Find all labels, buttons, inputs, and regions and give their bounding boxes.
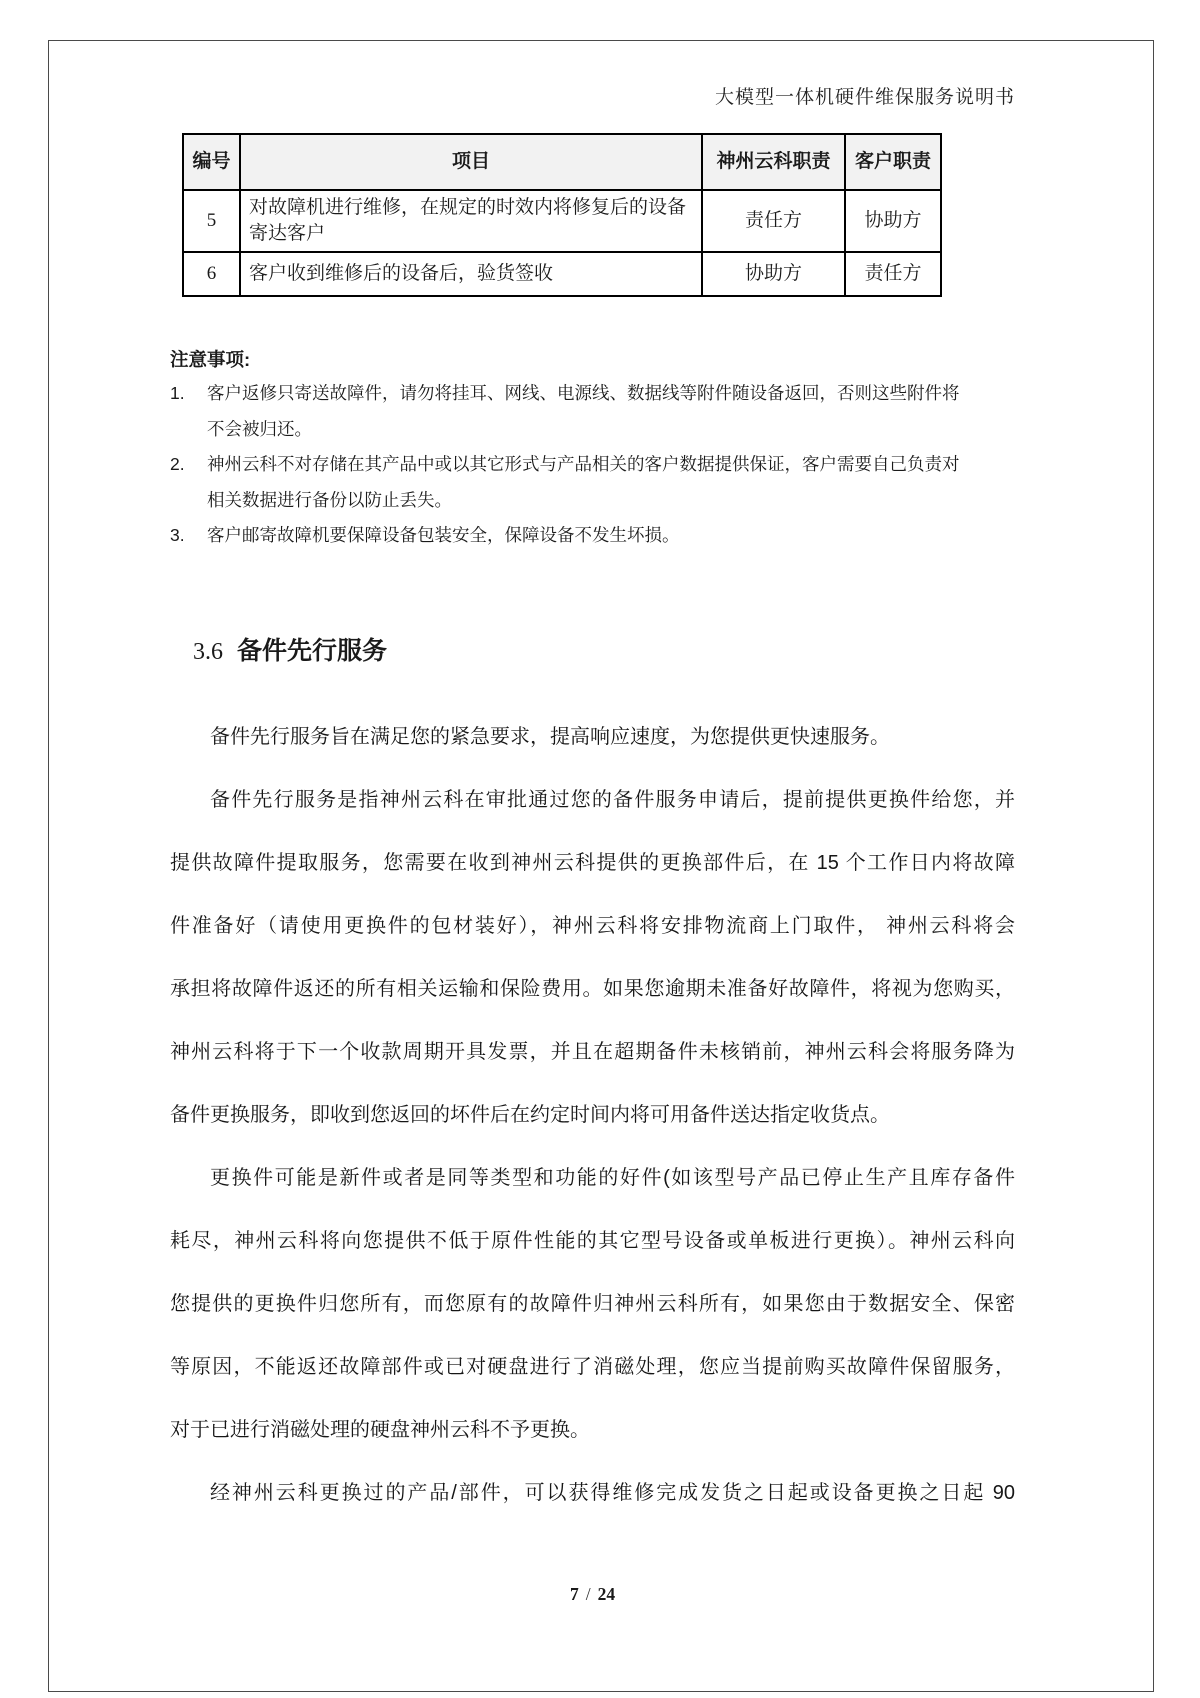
responsibility-table: [182, 133, 942, 297]
section-title: 备件先行服务: [237, 637, 388, 665]
row-yunke-role: 责任方: [702, 190, 845, 252]
paragraph-line: 您提供的更换件归您所有，而您原有的故障件归神州云科所有，如果您由于数据安全、保密: [170, 1293, 1015, 1315]
note-number: 2.: [170, 454, 185, 474]
header-title: 大模型一体机硬件维保服务说明书: [714, 87, 1015, 108]
paragraph-line: 承担将故障件返还的所有相关运输和保险费用。如果您逾期未准备好故障件，将视为您购买，: [170, 978, 1015, 1000]
section-heading: [193, 631, 387, 667]
row-yunke-role: 协助方: [702, 252, 845, 296]
notes-list: [170, 376, 982, 554]
body-text: [170, 706, 1015, 1525]
table-row: [183, 252, 941, 296]
note-item: [170, 518, 982, 554]
table-header-yunke: 神州云科职责: [702, 134, 845, 190]
footer-total-pages: 24: [597, 1584, 616, 1604]
table-header-customer: 客户职责: [845, 134, 941, 190]
note-line: 神州云科不对存储在其产品中或以其它形式与产品相关的客户数据提供保证，客户需要自己负责对: [207, 454, 960, 474]
paragraph-line: 神州云科将于下一个收款周期开具发票，并且在超期备件未核销前，神州云科会将服务降为: [170, 1041, 1015, 1063]
table-row: [183, 190, 941, 252]
paragraph-line: 提供故障件提取服务，您需要在收到神州云科提供的更换部件后，在 15 个工作日内将故障: [170, 852, 1015, 874]
note-number: 1.: [170, 383, 185, 403]
paragraph-line: 经神州云科更换过的产品/部件，可以获得维修完成发货之日起或设备更换之日起 90: [210, 1482, 1015, 1504]
paragraph-line: 对于已进行消磁处理的硬盘神州云科不予更换。: [170, 1419, 590, 1441]
note-item: [170, 376, 982, 447]
note-line: 不会被归还。: [207, 418, 312, 439]
paragraph-line: 耗尽，神州云科将向您提供不低于原件性能的其它型号设备或单板进行更换）。神州云科向: [170, 1230, 1015, 1252]
row-item: 对故障机进行维修，在规定的时效内将修复后的设备寄达客户: [240, 190, 702, 252]
section-number: 3.6: [193, 639, 223, 665]
note-line: 客户邮寄故障机要保障设备包装安全，保障设备不发生坏损。: [207, 525, 680, 545]
paragraph-line: 等原因，不能返还故障部件或已对硬盘进行了消磁处理，您应当提前购买故障件保留服务，: [170, 1356, 1015, 1378]
note-number: 3.: [170, 525, 185, 545]
row-item: 客户收到维修后的设备后，验货签收: [240, 252, 702, 296]
table-header-item: 项目: [240, 134, 702, 190]
paragraph-line: 备件更换服务，即收到您返回的坏件后在约定时间内将可用备件送达指定收货点。: [170, 1104, 890, 1126]
row-number: 5: [183, 190, 240, 252]
page-footer: [170, 1584, 1015, 1605]
paragraph-line: 备件先行服务是指神州云科在审批通过您的备件服务申请后，提前提供更换件给您，并: [210, 789, 1015, 811]
note-item: [170, 447, 982, 518]
paragraph-line: 更换件可能是新件或者是同等类型和功能的好件(如该型号产品已停止生产且库存备件: [210, 1167, 1015, 1189]
row-customer-role: 协助方: [845, 190, 941, 252]
paragraph-line: 件准备好（请使用更换件的包材装好），神州云科将安排物流商上门取件， 神州云科将会: [170, 915, 1015, 937]
note-line: 相关数据进行备份以防止丢失。: [207, 489, 452, 510]
footer-current-page: 7: [569, 1584, 579, 1604]
footer-separator: /: [585, 1584, 591, 1604]
table-header-row: [183, 134, 941, 190]
row-customer-role: 责任方: [845, 252, 941, 296]
table-header-no: 编号: [183, 134, 240, 190]
paragraph-line: 备件先行服务旨在满足您的紧急要求，提高响应速度，为您提供更快速服务。: [210, 726, 890, 748]
row-number: 6: [183, 252, 240, 296]
notes-title: 注意事项:: [170, 349, 251, 370]
note-line: 客户返修只寄送故障件，请勿将挂耳、网线、电源线、数据线等附件随设备返回，否则这些附件将: [207, 383, 960, 403]
